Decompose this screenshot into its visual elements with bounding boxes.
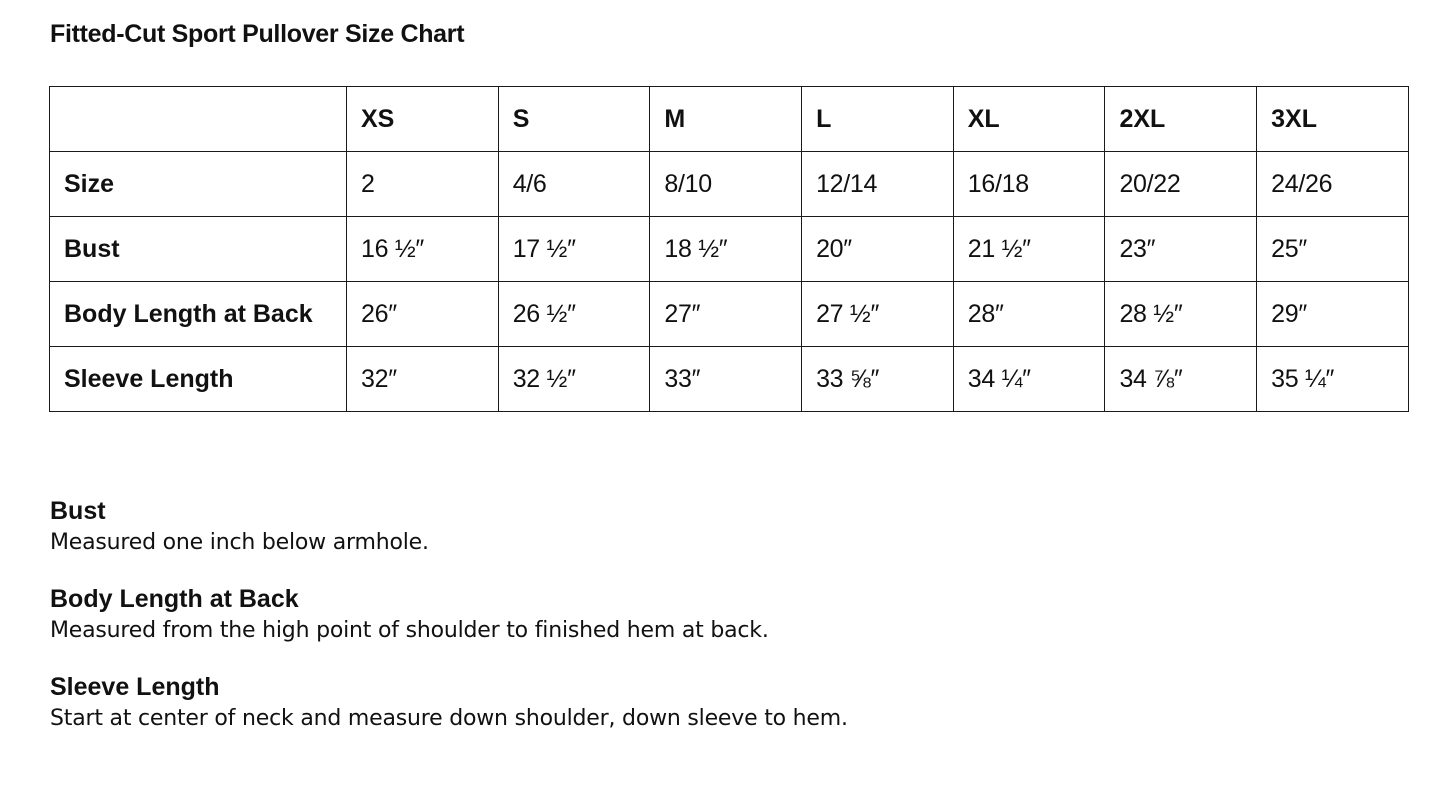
table-cell: 8/10 [650,152,802,217]
table-cell: 18 ½″ [650,217,802,282]
table-cell: 29″ [1257,282,1409,347]
table-cell: 26 ½″ [498,282,650,347]
table-cell: 27 ½″ [802,282,954,347]
table-cell: 32″ [347,347,499,412]
table-cell: 23″ [1105,217,1257,282]
table-row-size [50,152,1409,217]
row-label-sleeve-length: Sleeve Length [50,347,347,412]
table-cell: 16 ½″ [347,217,499,282]
page-title: Fitted-Cut Sport Pullover Size Chart [50,20,465,48]
table-cell: 28″ [953,282,1105,347]
table-cell: 25″ [1257,217,1409,282]
table-cell: 33 ⅝″ [802,347,954,412]
note-text: Measured one inch below armhole. [50,530,429,555]
table-cell: 27″ [650,282,802,347]
column-header-xs: XS [347,87,499,152]
table-cell: 12/14 [802,152,954,217]
table-corner-cell [50,87,347,152]
table-cell: 34 ⅞″ [1105,347,1257,412]
table-cell: 20″ [802,217,954,282]
column-header-l: L [802,87,954,152]
table-cell: 21 ½″ [953,217,1105,282]
note-bust [50,494,1350,558]
row-label-body-length: Body Length at Back [50,282,347,347]
table-header-row [50,87,1409,152]
size-chart-table [49,86,1409,412]
table-row-sleeve-length [50,347,1409,412]
note-body-length [50,582,1350,646]
table-cell: 34 ¼″ [953,347,1105,412]
table-row-body-length [50,282,1409,347]
table-cell: 2 [347,152,499,217]
note-title: Bust [50,497,106,525]
column-header-2xl: 2XL [1105,87,1257,152]
table-cell: 4/6 [498,152,650,217]
column-header-s: S [498,87,650,152]
table-cell: 35 ¼″ [1257,347,1409,412]
table-cell: 33″ [650,347,802,412]
table-cell: 26″ [347,282,499,347]
table-cell: 17 ½″ [498,217,650,282]
note-text: Measured from the high point of shoulder to finished hem at back. [50,618,769,643]
table-cell: 20/22 [1105,152,1257,217]
column-header-xl: XL [953,87,1105,152]
row-label-bust: Bust [50,217,347,282]
table-cell: 24/26 [1257,152,1409,217]
note-text: Start at center of neck and measure down shoulder, down sleeve to hem. [50,706,848,731]
note-title: Sleeve Length [50,673,220,701]
column-header-3xl: 3XL [1257,87,1409,152]
column-header-m: M [650,87,802,152]
table-row-bust [50,217,1409,282]
table-cell: 28 ½″ [1105,282,1257,347]
note-title: Body Length at Back [50,585,299,613]
row-label-size: Size [50,152,347,217]
table-cell: 16/18 [953,152,1105,217]
note-sleeve-length [50,670,1350,734]
table-cell: 32 ½″ [498,347,650,412]
measurement-notes [50,494,1350,758]
